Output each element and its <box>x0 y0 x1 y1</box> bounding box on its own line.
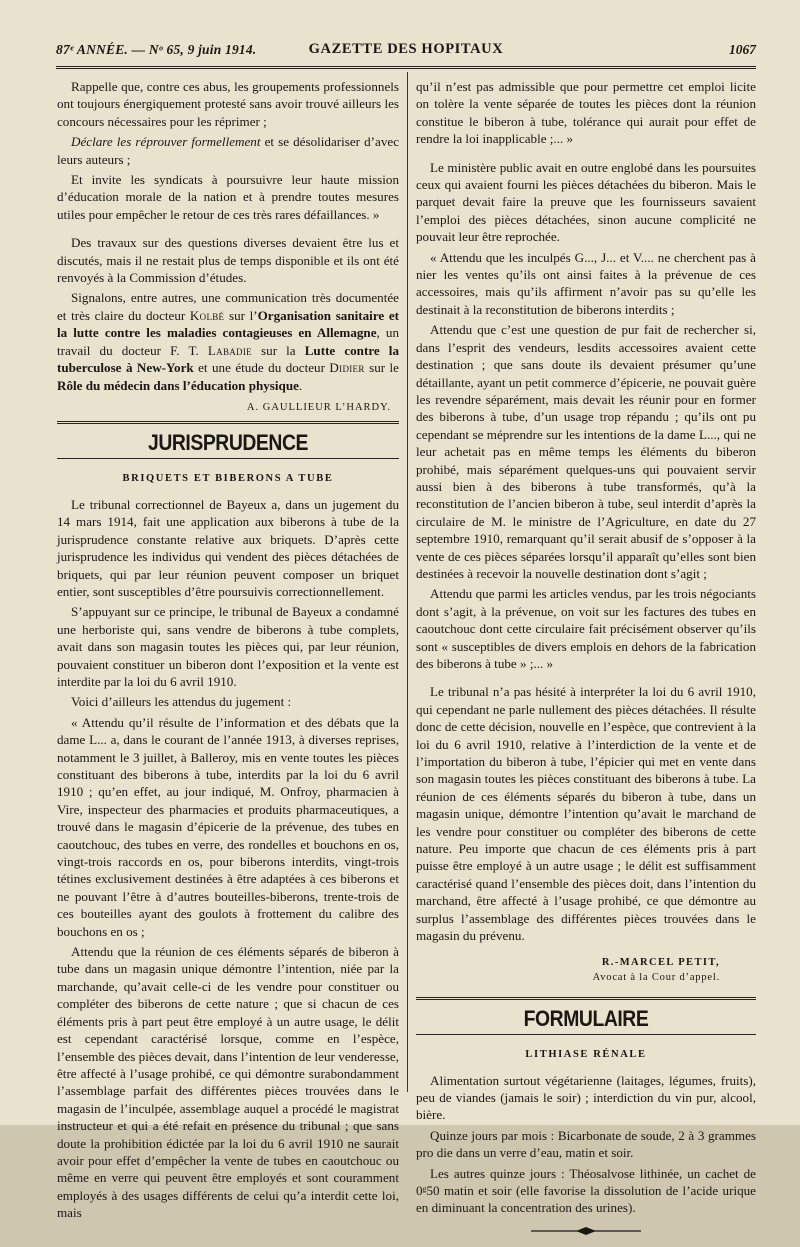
section-underline <box>57 458 399 459</box>
signature: A. GAULLIEUR L’HARDY. <box>246 401 391 413</box>
author-name: Kolbé <box>189 307 225 323</box>
page-number: 1067 <box>729 42 756 57</box>
signature-role: Avocat à la Cour d’appel. <box>592 971 720 983</box>
section-rule <box>57 421 399 424</box>
running-header <box>56 40 756 60</box>
emphasis: Déclare les réprouver formellement <box>71 134 261 150</box>
author-name: Didier <box>329 360 365 376</box>
paragraph: S’appuyant sur ce principe, le tribunal de Bayeux a condamné une herboriste qui, sans vendre de biberons à tube complets, avait dans son magasin toutes les pièces qui, par leur réunion, pouvaient constituer un biberon dont l’exposition et la vente est interdite par la loi du 6 avril 1910. <box>57 604 399 689</box>
paragraph: « Attendu qu’il résulte de l’information et des débats que la dame L... a, dans le courant de l’année 1913, à diverses reprises, notamment le 3 juillet, à Balleroy, mis en vente toutes les pièces constituant des biberons à tube, interdits par la loi du 6 avril 1910 ; qu’en effet, au jour indiqué, M. Onfroy, pharmacien à Vire, inspecteur des pharmacies et produits pharmaceutiques, a trouvé dans le magasin d’épicerie de la prévenue, des tubes en caoutchouc, des tubes en verre, des rondelles et bouchons en os, vingt-trois raccords en os, pour biberons interdits, vingt-trois tétines exclusivement destinées à être adaptées à ces biberons et ne pouvant l’être à d’autres bouteilles-biberons, trente-trois de ces bouteilles ayant des goulots à frottement du calibre des bouchons en os ; <box>57 714 399 939</box>
paragraph: Les autres quinze jours : Théosalvose lithinée, un cachet de 0ᵍ50 matin et soir (elle favorise la dissolution de l’acide urique en diminuant la concentration des urines). <box>416 1165 756 1216</box>
author-name: Labadie <box>207 342 252 358</box>
paragraph: « Attendu que les inculpés G..., J... et V.... ne cherchent pas à nier les ventes qu’ils ont ainsi faites à la prévenue de ces accessoires, mais qu’ils affirment n’avoir pas su qu’elle les destinait à la reconstitution de biberons interdits ; <box>416 249 756 317</box>
section-rule <box>416 997 756 1000</box>
paragraph: Et invite les syndicats à poursuivre leur haute mission d’éducation morale de la nation et à prendre toutes mesures utiles pour empêcher le retour de ces très rares défaillances. » <box>57 172 399 222</box>
paragraph: Attendu que c’est une question de pur fait de rechercher si, dans l’esprit des vendeurs, lesdits accessoires avaient cette destination ; que sans doute ils devaient présumer qu’une détaillante, ayant un petit commerce d’épicerie, ne pouvait guère les revendre séparément, mais devait les réunir pour en former des biberons à tube, d’un usage trop répandu ; qu’ils ont pu cependant se méprendre sur les intentions de la dame L..., qui ne leur achetait pas en même temps les éléments du biberon prohibé, mais séparément quelques-uns qui pouvaient servir aussi bien à des biberons à tube transformés, qu’à la reconstitution de l’ancien biberon à tube, seul interdit d’après la circulaire de M. le ministre de l’Agriculture, en date du 27 septembre 1910, remarquant qu’il serait abusif de s’opposer à la vente de ces pièces séparées lorsqu’il apparaît qu’elles sont bien destinées à recevoir la nouvelle destination dont s’agit ; <box>416 322 756 581</box>
paragraph: Attendu que parmi les articles vendus, par les trois négociants dont s’agit, à la prévenue, on voit sur les factures des tubes en caoutchouc dont cette circulaire fait précisément observer qu’ils sont « susceptibles de divers emplois en dehors de la fabrication des biberons à tube » ;... » <box>416 586 756 671</box>
journal-title: GAZETTE DES HOPITAUX <box>308 41 504 57</box>
end-ornament-icon <box>416 1223 756 1241</box>
paragraph: Des travaux sur des questions diverses devaient être lus et discutés, mais il ne restait plus de temps disponible et ils ont été renvoyés à la Commission d’études. <box>57 235 399 286</box>
paragraph: Déclare les réprouver formellement et se désolidariser d’avec leurs auteurs ; <box>57 134 400 167</box>
paragraph: Quinze jours par mois : Bicarbonate de soude, 2 à 3 grammes pro die dans un verre d’eau, matin et soir. <box>416 1127 756 1161</box>
paragraph: Rappelle que, contre ces abus, les groupements professionnels ont toujours énergiquement protesté sans avoir trouvé ailleurs les concours nécessaires pour les réprimer ; <box>57 79 399 129</box>
paragraph: Le ministère public avait en outre englobé dans les poursuites ceux qui avaient fourni les pièces détachées du biberon. Mais le parquet devait faire la preuve que les fournisseurs savaient l’emploi des pièces détachées, sinon aucune complicité ne pouvait leur être reprochée. <box>416 159 756 245</box>
paragraph: Attendu que la réunion de ces éléments séparés de biberon à tube dans un magasin unique démontre l’intention, niée par la marchande, qu’avait celle-ci de les vendre pour constituer ou compléter des biberons de cette nature ; que si chacun de ces éléments pris à part peut être employé à un autre usage, le délit est cependant caractérisé lorsque, comme en l’espèce, l’ensemble des pièces devait, dans l’intention de leur venderesse, être affecté à l’usage prohibé, ce qui démontre surabondamment l’assemblage parfait des différentes pièces trouvées dans le magasin de l’inculpée, assemblage auquel a procédé le magistrat instructeur et qui a été refait en présence du tribunal ; que sans doute la prohibition édictée par la loi du 6 avril 1910 ne saurait avoir pour effet d’empêcher la vente de tubes en caoutchouc ou même en verre qui peuvent être employés et sont couramment employés à des usages différents de celui qu’a interdit cette loi, mais <box>57 944 399 1221</box>
left-column <box>57 78 399 1225</box>
paragraph: Voici d’ailleurs les attendus du jugement : <box>71 694 292 710</box>
signature-name: R.-MARCEL PETIT, <box>601 956 720 968</box>
column-divider <box>407 72 408 1092</box>
section-underline <box>416 1034 756 1035</box>
work-title: Lutte contre la tuberculose à New-York <box>57 342 399 376</box>
section-title: JURISPRUDENCE <box>148 429 308 455</box>
article-title: LITHIASE RÉNALE <box>525 1048 647 1060</box>
paragraph: Le tribunal n’a pas hésité à interpréter la loi du 6 avril 1910, qui cependant ne parle nullement des pièces détachées. Il résulte donc de cette décision, nouvelle en l’espèce, que contrevient à la loi du 6 avril 1910, relative à l’interdiction de la vente et de l’importation du biberon à tube, l’épicier qui met en vente dans son magasin toutes les pièces constituant des biberons à tube. La réunion de ces éléments séparés du biberon à tube, dans un magasin unique, démontre l’intention qu’avait le marchand de les vendre pour constituer ou compléter des biberons de cette nature. Peu importe que chacun de ces éléments pris à part puisse être employé à un autre usage ; le délit est suffisamment caractérisé quand l’ensemble des pièces doit, dans l’intention du marchand, être affecté à l’usage prohibé, ce que démontre au surplus l’assemblage des différentes pièces trouvées dans le magasin du prévenu. <box>416 684 756 944</box>
issue-info: 87ᵉ ANNÉE. — Nᵒ 65, 9 juin 1914. <box>56 42 257 57</box>
paragraph: Signalons, entre autres, une communication très documentée et très claire du docteur Kolbé sur l’Organisation sanitaire et la lutte contre les maladies contagieuses en Allemagne, un travail du docteur F. T. Labadie sur la Lutte contre la tuberculose à New-York et une étude du docteur Didier sur le Rôle du médecin dans l’éducation physique. <box>57 290 399 393</box>
work-title: Rôle du médecin dans l’éducation physique <box>57 377 299 393</box>
signature-block <box>416 955 720 985</box>
header-rule <box>56 66 756 69</box>
right-column <box>416 78 756 1247</box>
paragraph: qu’il n’est pas admissible que pour permettre cet emploi licite on tolère la vente séparée de toutes les pièces dont la réunion constitue le biberon à tube, tolérance qui aurait pour effet de rendre la loi inapplicable ;... » <box>416 79 756 147</box>
section-title: FORMULAIRE <box>523 1005 649 1031</box>
article-title: BRIQUETS ET BIBERONS A TUBE <box>122 472 334 484</box>
paragraph: Alimentation surtout végétarienne (laitages, légumes, fruits), peu de viandes (jamais le soir) ; interdiction du vin pur, alcool, bière. <box>416 1072 756 1123</box>
work-title: Organisation sanitaire et la lutte contre les maladies contagieuses en Allemagne <box>57 307 399 341</box>
paragraph: Le tribunal correctionnel de Bayeux a, dans un jugement du 14 mars 1914, fait une application aux biberons à tube de la jurisprudence constante relative aux briquets. D’après cette jurisprudence les individus qui vendent des pièces détachées de briquets, qui par leur réunion peuvent composer un briquet entier, sont susceptibles d’être poursuivis correctionnellement. <box>57 496 399 599</box>
